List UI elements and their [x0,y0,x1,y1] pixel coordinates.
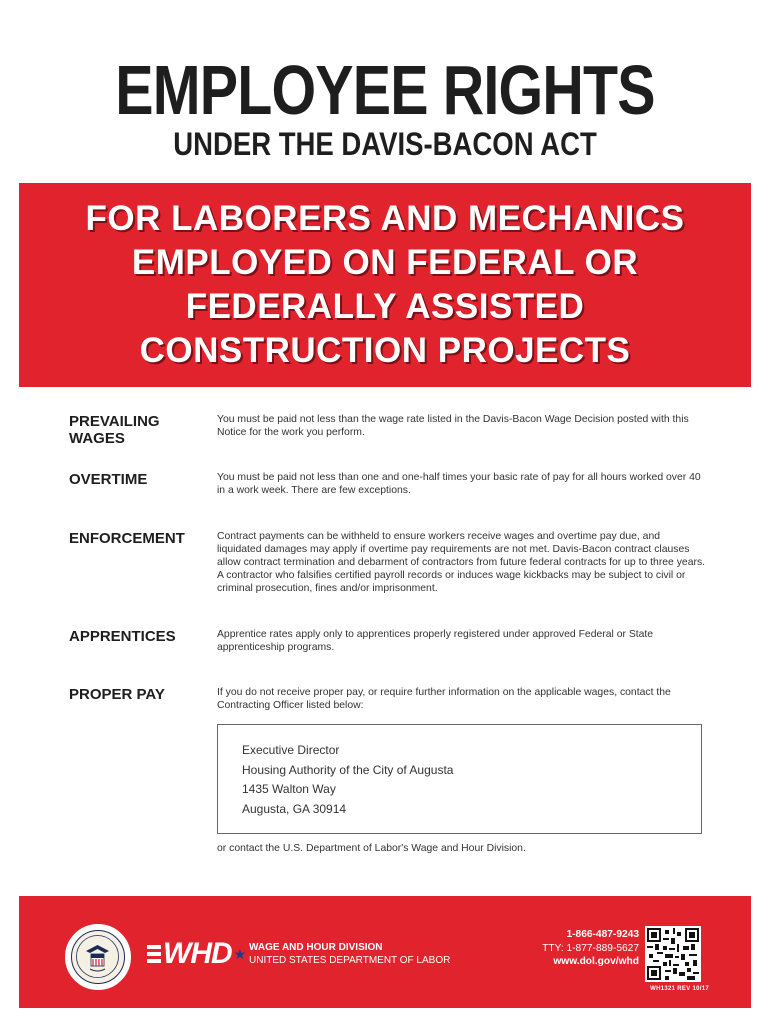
contact-numbers [542,928,639,969]
section-apprentices [69,628,709,658]
qr-code-icon [645,926,701,982]
website-link[interactable]: www.dol.gov/whd [553,956,639,967]
page-subtitle: UNDER THE DAVIS-BACON ACT [173,126,597,162]
section-label [69,686,209,703]
banner-line: FEDERALLY ASSISTED [185,287,585,326]
section-text: Apprentice rates apply only to apprentices properly registered under approved Federal or State apprenticeship programs. [217,629,654,653]
label-line: OVERTIME [69,471,148,488]
label-line: PROPER PAY [69,686,165,703]
tty-number: TTY: 1-877-889-5627 [542,942,639,954]
footer-bar [19,896,751,1008]
section-enforcement [69,530,709,600]
section-prevailing-wages [69,413,709,453]
section-text: You must be paid not less than the wage rate listed in the Davis-Bacon Wage Decision posted with this Notice for the work you perform. [217,414,689,438]
division-name: WAGE AND HOUR DIVISION [249,942,383,953]
banner-line: FOR LABORERS AND MECHANICS [85,199,685,238]
star-icon: ★ [233,945,247,962]
contact-line: Housing Authority of the City of Augusta [242,762,454,777]
dol-seal-icon [65,924,131,990]
section-text: Contract payments can be withheld to ensure workers receive wages and overtime pay due, and liquidated damages may apply if overtime pay requirements are not met. Davis-Bacon contract clauses allow contract termination and debarment of contractors from future federal contracts for up to three years. A contractor who falsifies certified payroll records or induces wage kickbacks may be subject to civil or criminal prosecution, fines and/or imprisonment. [217,531,706,594]
red-banner [19,183,751,387]
page-title: EMPLOYEE RIGHTS [115,51,655,129]
section-label [69,628,209,645]
flag-stripes-icon [147,945,161,963]
section-text: You must be paid not less than one and one-half times your basic rate of pay for all hours worked over 40 in a work week. There are few exceptions. [217,472,701,496]
section-text: If you do not receive proper pay, or require further information on the applicable wages, contact the Contracting Officer listed below: [217,687,671,711]
label-line: ENFORCEMENT [69,530,185,547]
banner-line: CONSTRUCTION PROJECTS [139,331,631,370]
contact-line: Augusta, GA 30914 [242,801,347,816]
section-proper-pay [69,686,709,716]
section-label [69,413,209,447]
form-number: WH1321 REV 10/17 [650,986,709,992]
whd-logo [147,939,246,969]
label-line: APPRENTICES [69,628,176,645]
label-line: PREVAILING [69,413,160,430]
contact-line: 1435 Walton Way [242,782,336,796]
section-overtime [69,471,709,501]
section-label [69,530,209,547]
section-label [69,471,209,488]
contracting-officer-box [217,724,702,834]
banner-line: EMPLOYED ON FEDERAL OR [131,243,639,282]
label-line: WAGES [69,430,125,447]
department-name: UNITED STATES DEPARTMENT OF LABOR [249,955,451,966]
or-contact-text: or contact the U.S. Department of Labor's Wage and Hour Division. [217,843,526,854]
contact-line: Executive Director [242,743,340,757]
whd-logo-text: WHD [163,937,232,970]
phone-number: 1-866-487-9243 [566,929,639,940]
